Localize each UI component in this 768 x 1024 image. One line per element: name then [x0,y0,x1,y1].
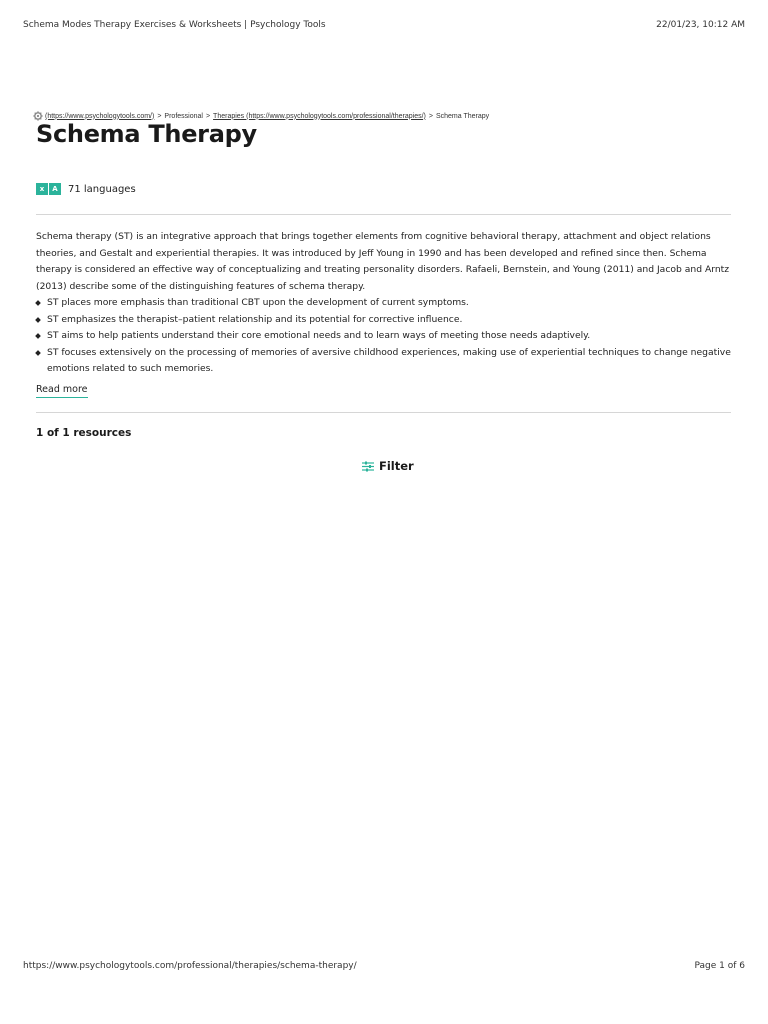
breadcrumb-separator: > [157,112,162,120]
print-header [23,20,745,30]
languages-label[interactable]: 71 languages [68,183,136,195]
page-title: Schema Therapy [36,120,257,148]
filter-label[interactable]: Filter [379,459,414,473]
features-list [36,295,736,378]
list-item: ST emphasizes the therapist–patient relationship and its potential for corrective influence. [36,312,736,329]
footer-page-number: Page 1 of 6 [694,961,745,971]
print-title: Schema Modes Therapy Exercises & Worksheets | Psychology Tools [23,20,326,30]
divider-bottom [36,412,731,413]
breadcrumb-professional[interactable]: Professional [164,112,203,120]
list-item: ST aims to help patients understand their core emotional needs and to learn ways of meeting those needs adaptively. [36,328,736,345]
read-more-link[interactable]: Read more [36,384,88,398]
list-item: ST focuses extensively on the processing of memories of aversive childhood experiences, making use of experiential techniques to change negative emotions related to such memories. [36,345,736,378]
list-item: ST places more emphasis than traditional CBT upon the development of current symptoms. [36,295,736,312]
breadcrumb-separator: > [205,112,211,120]
print-datetime: 22/01/23, 10:12 AM [656,20,745,30]
breadcrumb-separator: > [428,112,433,120]
breadcrumb-current: Schema Therapy [435,112,490,120]
resource-count: 1 of 1 resources [36,427,132,439]
home-url-link[interactable]: (https://www.psychologytools.com/) [45,112,155,120]
description-intro: Schema therapy (ST) is an integrative approach that brings together elements from cognitive behavioral therapy, attachment and object relations theories, and Gestalt and experiential therapies. It was introduced by Jeff Young in 1990 and has been developed and refined since then. Schema therapy is considered an effective way of conceptualizing and treating personality disorders. Rafaeli, Bernstein, and Young (2011) and Jacob and Arntz (2013) describe some of the distinguishing features of schema therapy. [36,231,730,292]
therapy-description [36,229,736,378]
translate-icon: x A [36,183,62,195]
filter-button[interactable] [362,459,414,473]
print-footer [23,961,745,971]
breadcrumb-therapies-link[interactable]: Therapies (https://www.psychologytools.com/professional/therapies/) [213,112,426,120]
filter-sliders-icon [362,461,374,472]
languages-selector[interactable] [36,183,136,195]
divider-top [36,214,731,215]
footer-url: https://www.psychologytools.com/professional/therapies/schema-therapy/ [23,961,357,971]
